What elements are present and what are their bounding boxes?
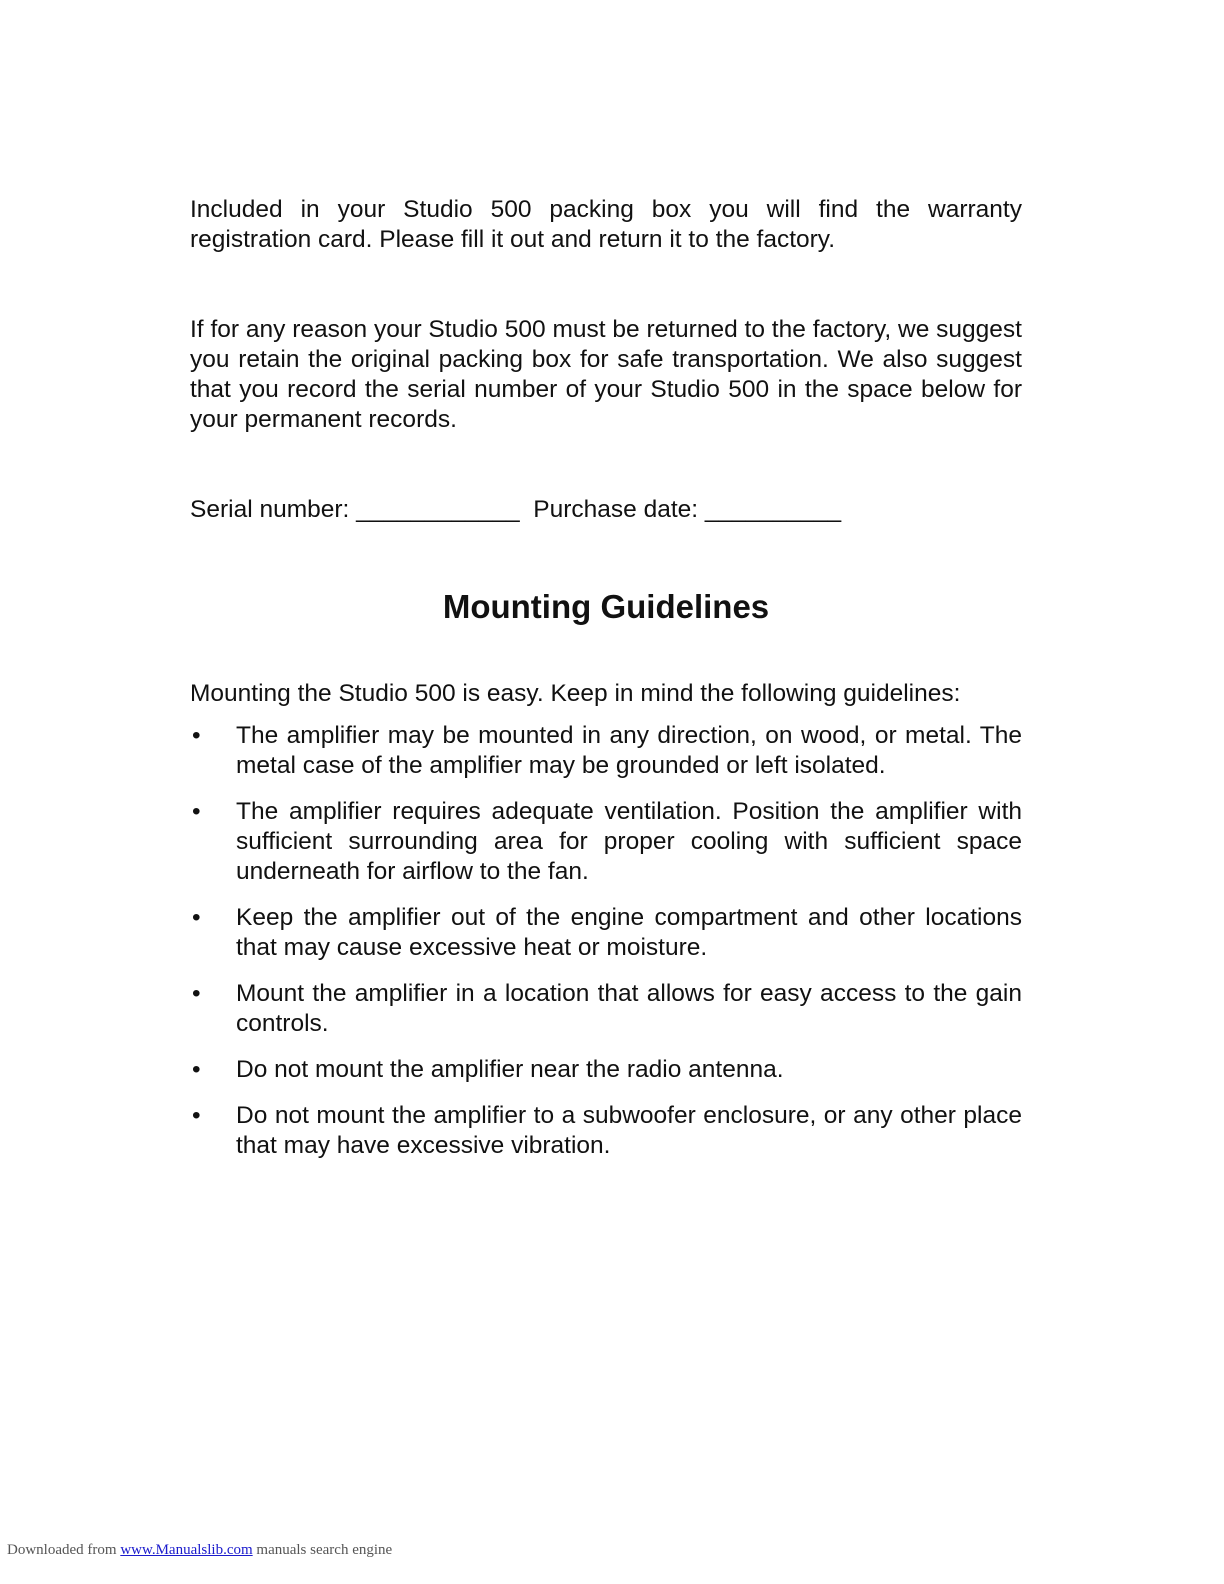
purchase-date-label: Purchase date: <box>533 496 705 523</box>
guideline-item <box>190 1055 1022 1085</box>
serial-number-blank: ____________ <box>356 496 520 523</box>
guideline-text: Do not mount the amplifier near the radio antenna. <box>236 1056 784 1083</box>
section-intro: Mounting the Studio 500 is easy. Keep in mind the following guidelines: <box>190 680 961 707</box>
guideline-text: Keep the amplifier out of the engine compartment and other locations that may cause excessive heat or moisture. <box>236 904 1022 961</box>
warranty-paragraph: Included in your Studio 500 packing box you will find the warranty registration card. Please fill it out and return it to the factory. <box>190 196 1022 253</box>
serial-number-label: Serial number: <box>190 496 357 523</box>
bullet-icon: • <box>192 1056 201 1083</box>
guideline-item <box>190 797 1022 887</box>
bullet-icon: • <box>192 1102 201 1129</box>
guideline-text: Mount the amplifier in a location that allows for easy access to the gain controls. <box>236 980 1022 1037</box>
return-paragraph: If for any reason your Studio 500 must be returned to the factory, we suggest you retain the original packing box for safe transportation. We also suggest that you record the serial number of your Studio 500 in the space below for your permanent records. <box>190 316 1022 433</box>
guideline-item <box>190 903 1022 963</box>
download-footer <box>7 1542 392 1559</box>
footer-suffix: manuals search engine <box>252 1542 393 1558</box>
bullet-icon: • <box>192 904 201 931</box>
record-line <box>190 495 1022 525</box>
manualslib-link[interactable]: www.Manualslib.com <box>120 1542 253 1558</box>
guideline-item <box>190 979 1022 1039</box>
guidelines-list <box>190 721 1022 1161</box>
purchase-date-blank: __________ <box>704 496 842 523</box>
guideline-item <box>190 1101 1022 1161</box>
section-title: Mounting Guidelines <box>442 588 770 625</box>
guideline-text: Do not mount the amplifier to a subwoofer enclosure, or any other place that may have excessive vibration. <box>236 1102 1022 1159</box>
bullet-icon: • <box>192 722 201 749</box>
guideline-text: The amplifier requires adequate ventilation. Position the amplifier with sufficient surrounding area for proper cooling with sufficient space underneath for airflow to the fan. <box>236 798 1022 885</box>
document-body <box>190 195 1022 1177</box>
guideline-text: The amplifier may be mounted in any direction, on wood, or metal. The metal case of the amplifier may be grounded or left isolated. <box>236 722 1022 779</box>
bullet-icon: • <box>192 798 201 825</box>
bullet-icon: • <box>192 980 201 1007</box>
guideline-item <box>190 721 1022 781</box>
footer-prefix: Downloaded from <box>7 1542 121 1558</box>
